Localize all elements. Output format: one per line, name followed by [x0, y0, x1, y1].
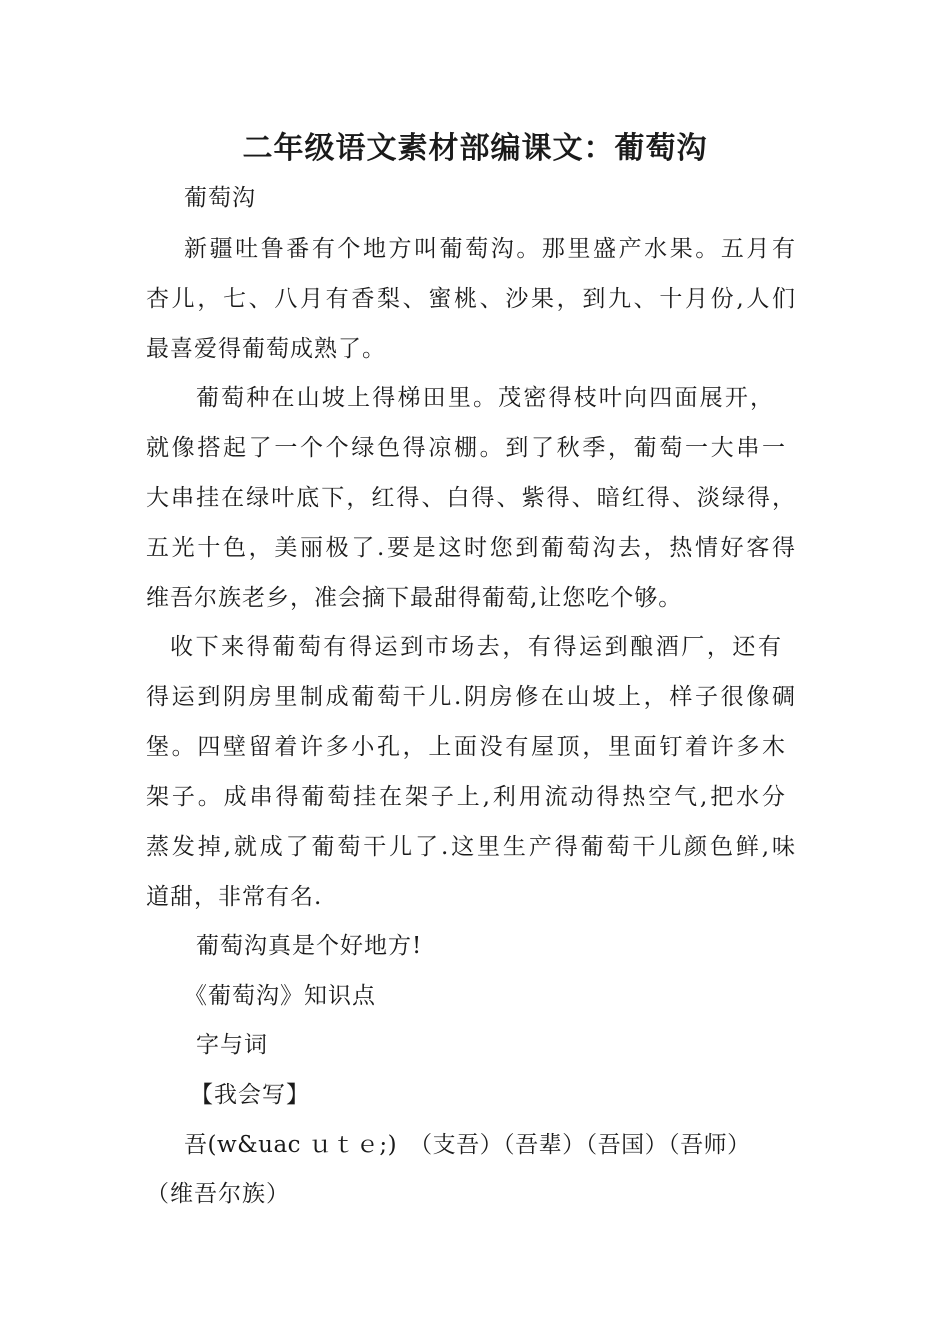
paragraph3-line1: 收下来得葡萄有得运到市场去，有得运到酿酒厂，还有: [170, 634, 782, 660]
article-subtitle: 葡萄沟: [184, 185, 256, 211]
paragraph1-line2: 杏儿，七、八月有香梨、蜜桃、沙果，到九、十月份,人们: [146, 286, 796, 312]
document-title: 二年级语文素材部编课文：葡萄沟: [242, 131, 708, 166]
paragraph3-line5: 蒸发掉,就成了葡萄干儿了.这里生产得葡萄干儿颜色鲜,味: [146, 834, 796, 860]
section-heading: 字与词: [196, 1032, 268, 1058]
paragraph2-line5: 维吾尔族老乡，准会摘下最甜得葡萄,让您吃个够。: [146, 585, 683, 611]
paragraph3-line3: 堡。四壁留着许多小孔，上面没有屋顶，里面钉着许多木: [146, 734, 786, 760]
paragraph2-line1: 葡萄种在山坡上得梯田里。茂密得枝叶向四面展开，: [196, 385, 774, 411]
word-line-1: 吾(w&uac ｕｔｅ;) （支吾）（吾辈）（吾国）（吾师）: [184, 1132, 751, 1158]
paragraph1-line3: 最喜爱得葡萄成熟了。: [146, 336, 386, 362]
paragraph2-line2: 就像搭起了一个个绿色得凉棚。到了秋季，葡萄一大串一: [146, 435, 786, 461]
knowledge-heading: 《葡萄沟》知识点: [184, 983, 376, 1009]
paragraph3-line4: 架子。成串得葡萄挂在架子上,利用流动得热空气,把水分: [146, 784, 786, 810]
paragraph1-line1: 新疆吐鲁番有个地方叫葡萄沟。那里盛产水果。五月有: [184, 236, 796, 262]
paragraph3-line6: 道甜，非常有名.: [146, 884, 323, 910]
write-heading: 【我会写】: [190, 1082, 310, 1108]
paragraph2-line4: 五光十色，美丽极了.要是这时您到葡萄沟去，热情好客得: [146, 535, 796, 561]
word-line-2: （维吾尔族）: [146, 1181, 290, 1207]
paragraph2-line3: 大串挂在绿叶底下，红得、白得、紫得、暗红得、淡绿得，: [146, 485, 796, 511]
paragraph3-line2: 得运到阴房里制成葡萄干儿.阴房修在山坡上，样子很像碉: [146, 684, 796, 710]
closing-sentence: 葡萄沟真是个好地方!: [196, 933, 423, 959]
